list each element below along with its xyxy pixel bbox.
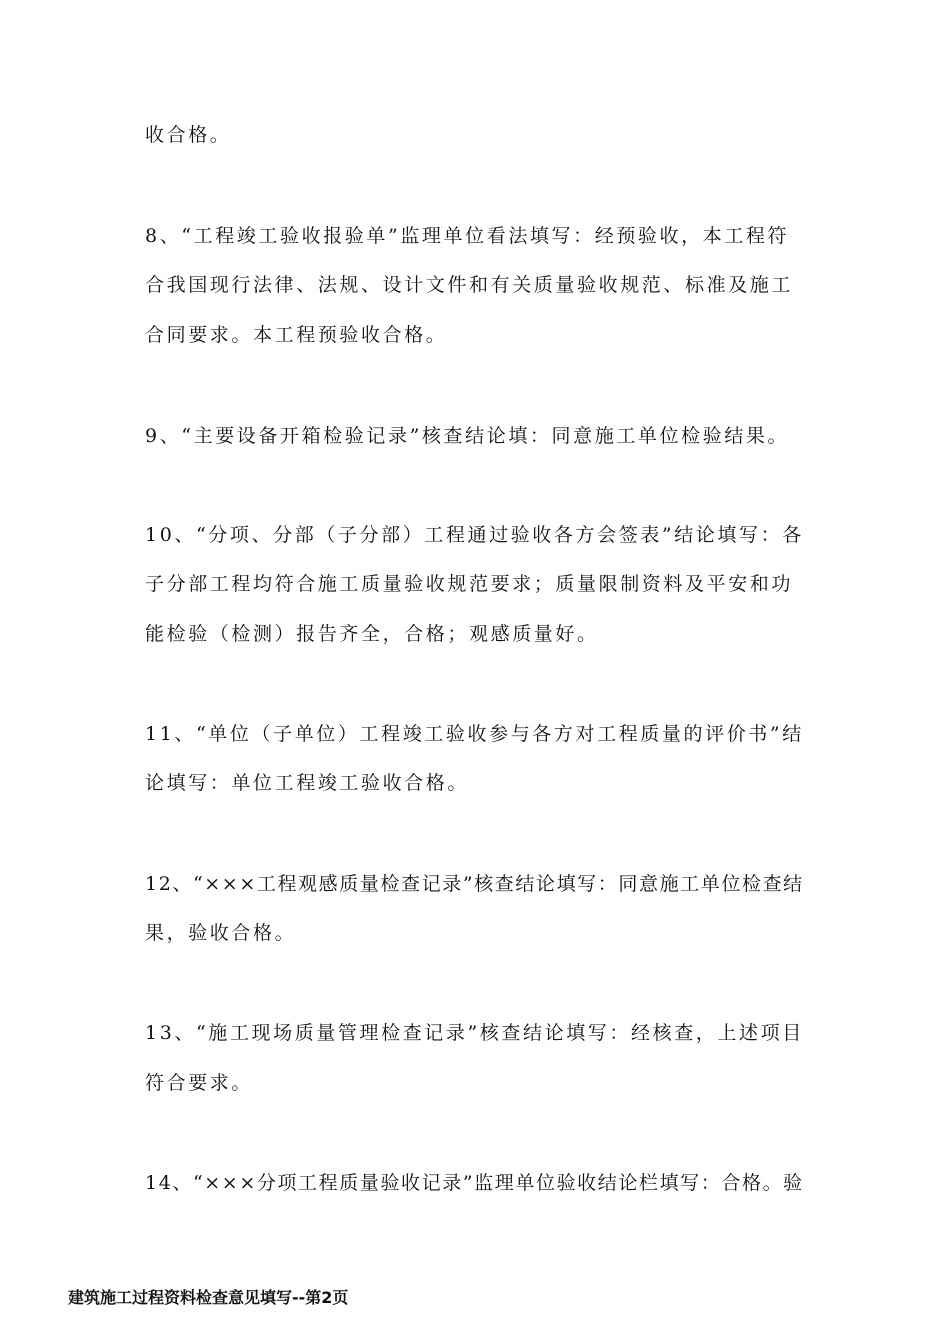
paragraph-8-line-1: 8、“工程竣工验收报验单”监理单位看法填写：经预验收，本工程符 <box>145 225 790 247</box>
paragraph-8-line-2: 合我国现行法律、法规、设计文件和有关质量验收规范、标准及施工 <box>145 274 794 296</box>
paragraph-11-line-2: 论填写：单位工程竣工验收合格。 <box>145 772 470 794</box>
paragraph-13-line-1: 13、“施工现场质量管理检查记录”核查结论填写：经核查，上述项目 <box>145 1022 804 1044</box>
paragraph-7-line-1: 收合格。 <box>145 124 232 146</box>
paragraph-10-line-3: 能检验（检测）报告齐全，合格；观感质量好。 <box>145 623 599 645</box>
page-footer: 建筑施工过程资料检查意见填写--第2页 <box>68 1288 349 1307</box>
paragraph-9-line-1: 9、“主要设备开箱检验记录”核查结论填：同意施工单位检验结果。 <box>145 425 790 447</box>
paragraph-12-line-2: 果，验收合格。 <box>145 922 297 944</box>
paragraph-13-line-2: 符合要求。 <box>145 1072 254 1094</box>
paragraph-10-line-1: 10、“分项、分部（子分部）工程通过验收各方会签表”结论填写：各 <box>145 524 804 546</box>
paragraph-10-line-2: 子分部工程均符合施工质量验收规范要求；质量限制资料及平安和功 <box>145 573 794 595</box>
paragraph-8-line-3: 合同要求。本工程预验收合格。 <box>145 324 448 346</box>
paragraph-11-line-1: 11、“单位（子单位）工程竣工验收参与各方对工程质量的评价书”结 <box>145 723 804 745</box>
paragraph-12-line-1: 12、“×××工程观感质量检查记录”核查结论填写：同意施工单位检查结 <box>145 873 804 895</box>
paragraph-14-line-1: 14、“×××分项工程质量验收记录”监理单位验收结论栏填写：合格。验 <box>145 1172 804 1194</box>
